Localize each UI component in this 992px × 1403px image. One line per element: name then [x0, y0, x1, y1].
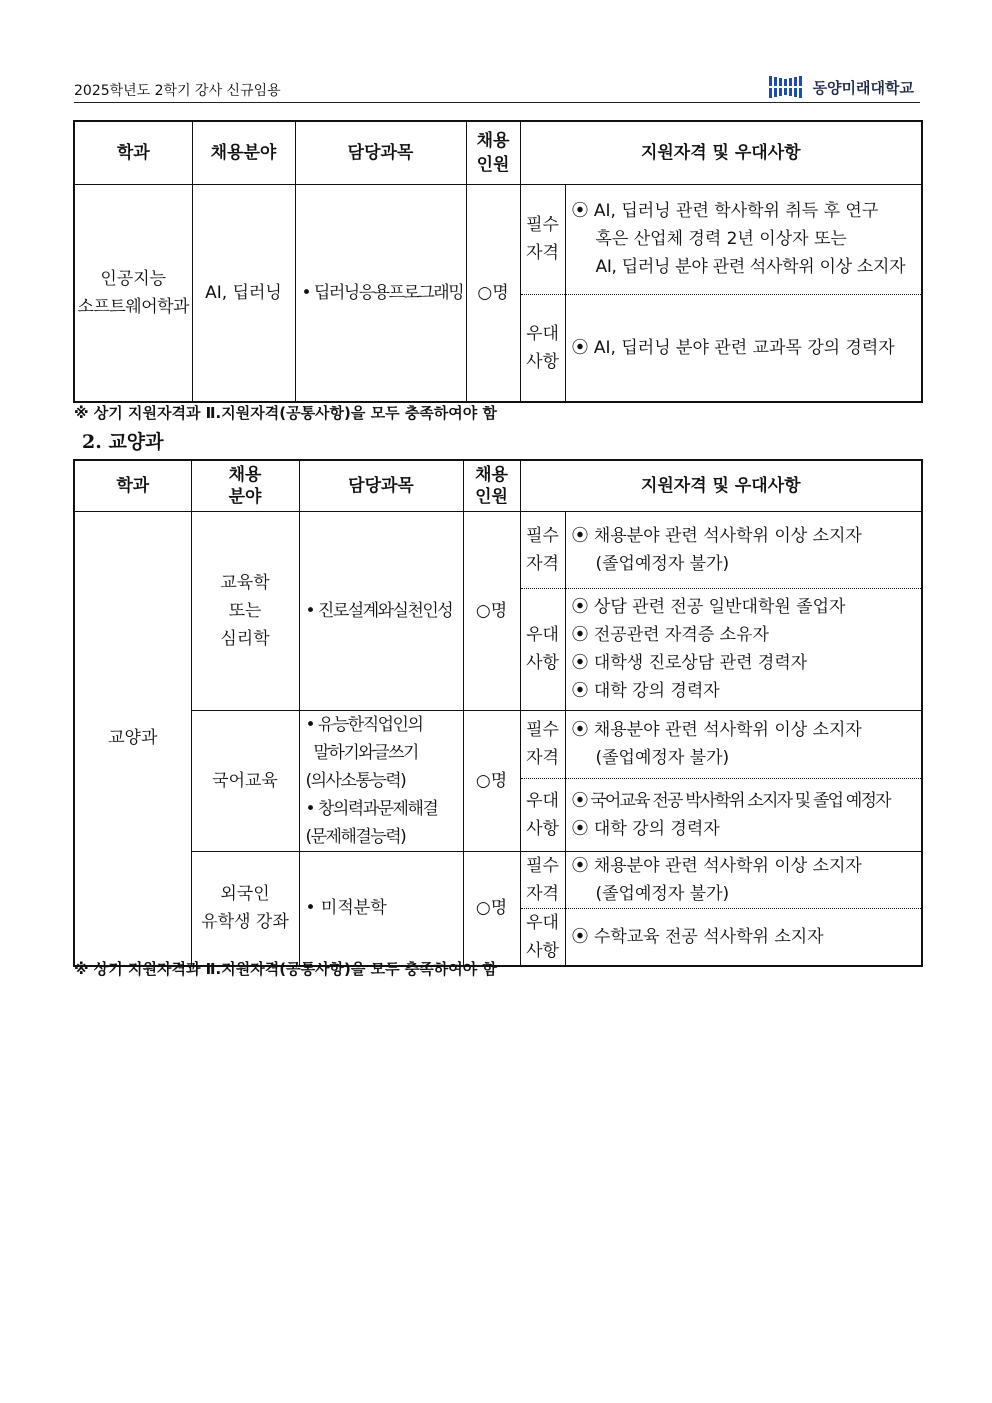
header-count: 채용 인원: [466, 121, 520, 184]
preferred-label: 우대 사항: [520, 588, 565, 710]
header-count: 채용 인원: [463, 460, 520, 511]
header-field: 채용분야: [192, 121, 295, 184]
field-cell: AI, 딥러닝: [192, 184, 295, 402]
header-field: 채용 분야: [191, 460, 299, 511]
recruitment-table-liberal-arts: [73, 459, 923, 967]
header-subject: 담당과목: [299, 460, 463, 511]
required-qualifications: ⦿ 채용분야 관련 석사학위 이상 소지자 (졸업예정자 불가): [565, 851, 922, 908]
required-qualifications: ⦿ AI, 딥러닝 관련 학사학위 취득 후 연구 혹은 산업체 경력 2년 이상자 또는 AI, 딥러닝 분야 관련 석사학위 이상 소지자: [565, 184, 922, 294]
preferred-qualifications: ⦿ AI, 딥러닝 분야 관련 교과목 강의 경력자: [565, 294, 922, 402]
required-label: 필수 자격: [520, 511, 565, 588]
preferred-label: 우대 사항: [520, 294, 565, 402]
dept-cell: 교양과: [74, 511, 191, 966]
logo-text: 동양미래대학교: [812, 78, 914, 97]
preferred-qualifications: ⦿ 수학교육 전공 석사학위 소지자: [565, 908, 922, 966]
count-cell: ○명: [463, 511, 520, 710]
dept-cell: 인공지능 소프트웨어학과: [74, 184, 192, 402]
header-qualification: 지원자격 및 우대사항: [520, 121, 922, 184]
logo-mark-icon: [767, 74, 807, 100]
page-header: [74, 74, 920, 103]
preferred-label: 우대 사항: [520, 779, 565, 851]
header-dept: 학과: [74, 121, 192, 184]
subject-cell: • 유능한직업인의 말하기와글쓰기 (의사소통능력) • 창의력과문제해결 (문제해결능력): [299, 710, 463, 851]
required-qualifications: ⦿ 채용분야 관련 석사학위 이상 소지자 (졸업예정자 불가): [565, 710, 922, 779]
header-title: 2025학년도 2학기 강사 신규임용: [74, 83, 281, 99]
required-label: 필수 자격: [520, 851, 565, 908]
field-cell: 국어교육: [191, 710, 299, 851]
preferred-qualifications: ⦿ 국어교육 전공 박사학위 소지자 및 졸업 예정자 ⦿ 대학 강의 경력자: [565, 779, 922, 851]
field-cell: 외국인 유학생 강좌: [191, 851, 299, 966]
note-2: ※ 상기 지원자격과 Ⅱ.지원자격(공통사항)을 모두 충족하여야 함: [74, 960, 497, 978]
header-dept: 학과: [74, 460, 191, 511]
count-cell: ○명: [463, 851, 520, 966]
preferred-qualifications: ⦿ 상담 관련 전공 일반대학원 졸업자 ⦿ 전공관련 자격증 소유자 ⦿ 대학생 진로상담 관련 경력자 ⦿ 대학 강의 경력자: [565, 588, 922, 710]
subject-cell: • 딥러닝응용프로그래밍: [295, 184, 466, 402]
count-cell: ○명: [466, 184, 520, 402]
recruitment-table-ai: [73, 120, 923, 403]
count-cell: ○명: [463, 710, 520, 851]
preferred-label: 우대 사항: [520, 908, 565, 966]
subject-cell: • 진로설계와실천인성: [299, 511, 463, 710]
field-cell: 교육학 또는 심리학: [191, 511, 299, 710]
subject-cell: • 미적분학: [299, 851, 463, 966]
section-title: 2. 교양과: [82, 431, 164, 453]
required-label: 필수 자격: [520, 184, 565, 294]
note-1: ※ 상기 지원자격과 Ⅱ.지원자격(공통사항)을 모두 충족하여야 함: [74, 404, 497, 422]
header-subject: 담당과목: [295, 121, 466, 184]
university-logo: [767, 74, 914, 100]
required-label: 필수 자격: [520, 710, 565, 779]
header-qualification: 지원자격 및 우대사항: [520, 460, 922, 511]
required-qualifications: ⦿ 채용분야 관련 석사학위 이상 소지자 (졸업예정자 불가): [565, 511, 922, 588]
